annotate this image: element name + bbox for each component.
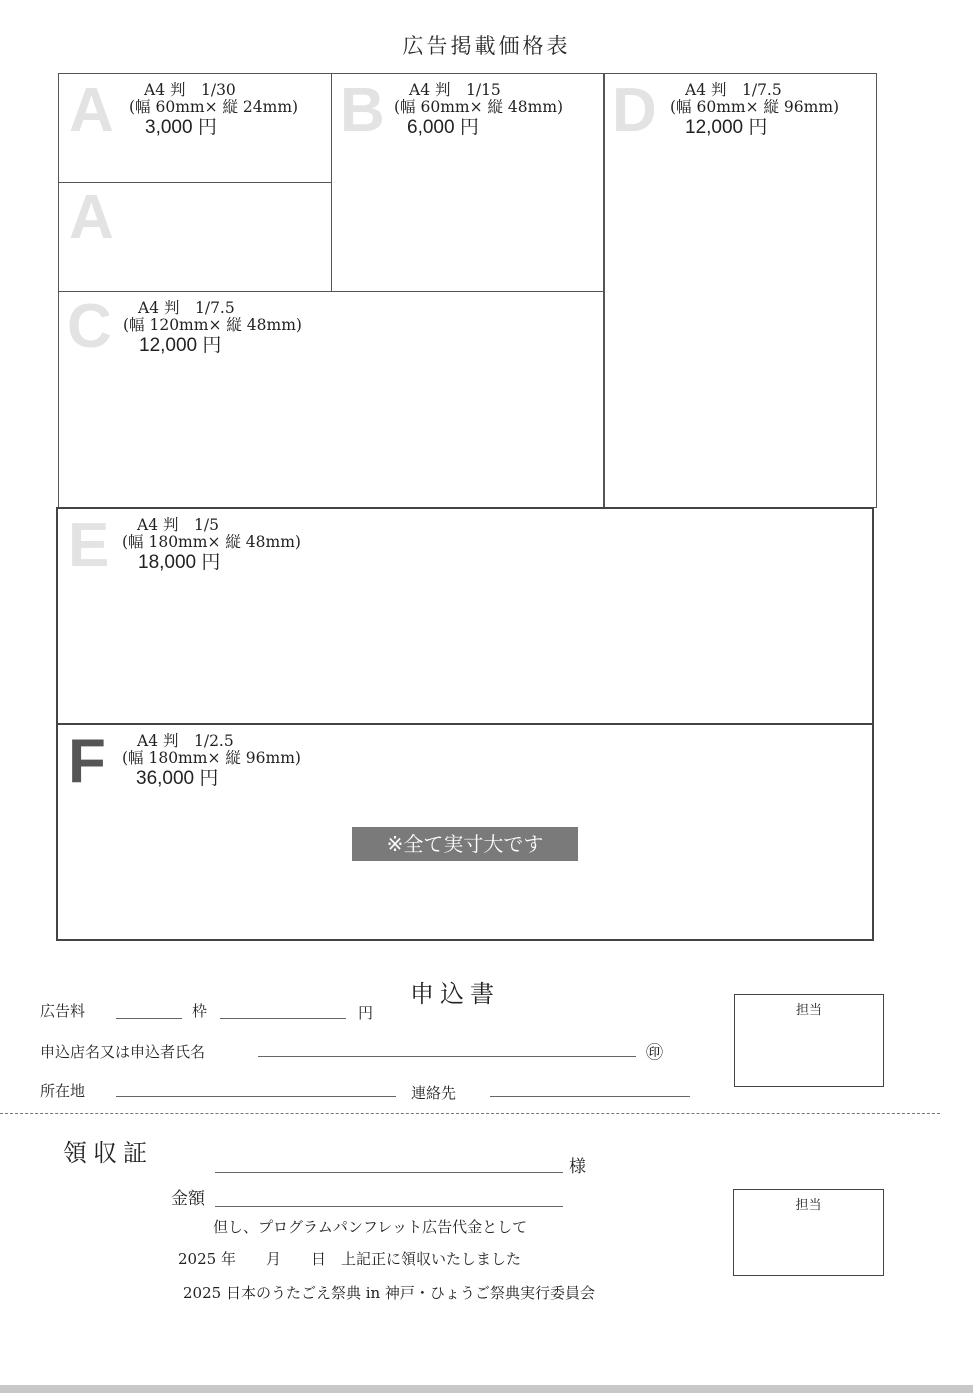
ad-price-d: 12,000 円: [685, 117, 768, 138]
receipt-amount-label: 金額: [171, 1189, 205, 1209]
applicant-name-line[interactable]: [258, 1056, 636, 1057]
ad-box-b: [331, 73, 605, 292]
ad-letter-c: C: [67, 292, 112, 361]
cut-line: [0, 1113, 940, 1114]
receipt-staff-label: 担当: [795, 1198, 822, 1213]
ad-info-a: [129, 82, 298, 139]
ad-price-f: 36,000 円: [136, 768, 219, 789]
ad-price-c: 12,000 円: [139, 335, 222, 356]
receipt-date-line: 2025 年 月 日 上記正に領収いたしました: [178, 1250, 521, 1268]
actual-size-notice: ※全て実寸大です: [352, 827, 578, 861]
contact-label: 連絡先: [411, 1084, 457, 1102]
ad-dims-f: (幅 180mm× 縦 96mm): [122, 749, 301, 767]
yen-label: 円: [358, 1004, 374, 1022]
ad-size-a: A4 判 1/30: [144, 81, 236, 99]
ad-size-f: A4 判 1/2.5: [137, 732, 234, 750]
ad-letter-e: E: [68, 511, 110, 580]
application-staff-label: 担当: [795, 1003, 822, 1018]
ad-letter-f: F: [68, 727, 106, 796]
contact-line[interactable]: [490, 1096, 690, 1097]
frame-label: 枠: [192, 1002, 208, 1020]
receipt-name-line[interactable]: [215, 1172, 563, 1173]
receipt-heading: 領収証: [63, 1139, 153, 1167]
ad-size-c: A4 判 1/7.5: [138, 299, 235, 317]
ad-letter-d: D: [612, 76, 657, 145]
ad-box-a-second: [58, 182, 332, 292]
ad-info-f: [122, 733, 301, 790]
ad-dims-a: (幅 60mm× 縦 24mm): [129, 98, 299, 116]
ad-letter-b: B: [340, 76, 385, 145]
page-title: 広告掲載価格表: [402, 34, 571, 58]
application-staff-box: [734, 994, 884, 1087]
ad-info-e: [122, 517, 301, 574]
receipt-issuer: 2025 日本のうたごえ祭典 in 神戸・ひょうご祭典実行委員会: [183, 1284, 595, 1302]
ad-letter-a: A: [69, 76, 114, 145]
ad-dims-c: (幅 120mm× 縦 48mm): [123, 316, 302, 334]
ad-size-d: A4 判 1/7.5: [685, 81, 782, 99]
ad-box-e: [56, 507, 874, 725]
ad-info-b: [394, 82, 563, 139]
receipt-staff-box: [733, 1189, 884, 1276]
ad-box-a: [58, 73, 332, 183]
ad-box-c: [58, 291, 605, 508]
fee-amount-line[interactable]: [220, 1018, 346, 1019]
ad-letter-a-second: A: [69, 183, 114, 252]
address-line[interactable]: [116, 1096, 396, 1097]
page-bottom-edge: [0, 1385, 973, 1393]
ad-info-c: [123, 300, 302, 357]
address-label: 所在地: [40, 1082, 86, 1100]
fee-count-line[interactable]: [116, 1018, 182, 1019]
ad-dims-e: (幅 180mm× 縦 48mm): [122, 533, 301, 551]
ad-info-d: [670, 82, 839, 139]
ad-price-a: 3,000 円: [145, 117, 217, 138]
receipt-sama: 様: [569, 1157, 586, 1177]
seal-mark: ㊞: [646, 1043, 663, 1063]
ad-dims-d: (幅 60mm× 縦 96mm): [670, 98, 840, 116]
receipt-amount-line[interactable]: [215, 1206, 563, 1207]
ad-dims-b: (幅 60mm× 縦 48mm): [394, 98, 564, 116]
ad-size-e: A4 判 1/5: [137, 516, 219, 534]
ad-price-b: 6,000 円: [407, 117, 479, 138]
ad-size-b: A4 判 1/15: [409, 81, 501, 99]
ad-price-e: 18,000 円: [138, 552, 221, 573]
applicant-name-label: 申込店名又は申込者氏名: [40, 1043, 206, 1061]
application-heading: 申込書: [410, 980, 500, 1008]
ad-box-d: [603, 73, 877, 508]
receipt-note: 但し、プログラムパンフレット広告代金として: [213, 1218, 528, 1236]
fee-label: 広告料: [40, 1002, 86, 1020]
